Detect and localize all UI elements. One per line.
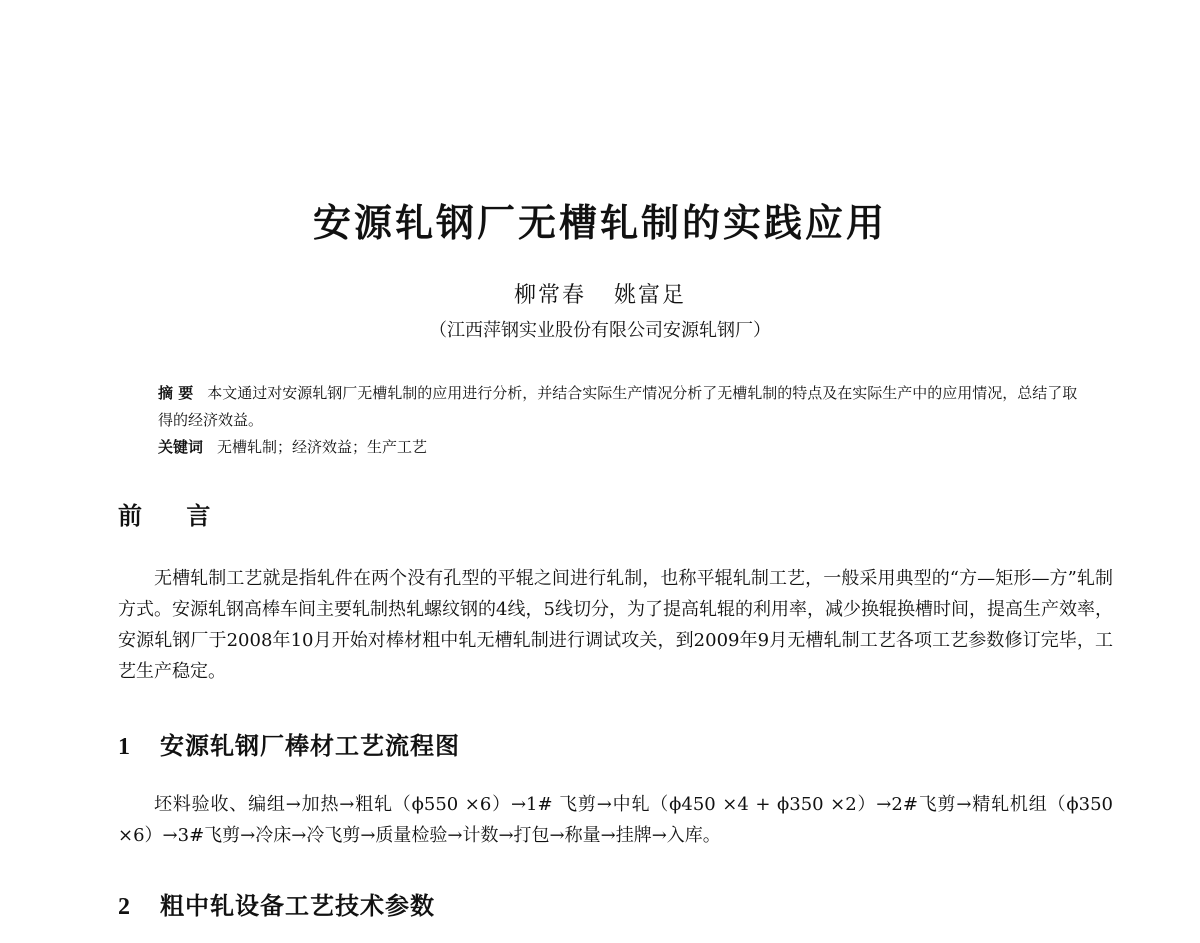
keywords bbox=[158, 434, 1088, 461]
keywords-label: 关键词 bbox=[158, 438, 204, 456]
author-name: 柳常春 bbox=[513, 283, 586, 308]
abstract-block bbox=[158, 380, 1088, 461]
abstract bbox=[158, 380, 1088, 434]
section-heading-2 bbox=[118, 886, 435, 921]
section-heading-preface: 前 言 bbox=[118, 502, 229, 530]
keywords-text: 无槽轧制；经济效益；生产工艺 bbox=[217, 438, 428, 456]
section-title: 安源轧钢厂棒材工艺流程图 bbox=[160, 732, 460, 760]
section-heading-1 bbox=[118, 726, 460, 761]
author-name: 姚富足 bbox=[614, 283, 687, 308]
section-body-process-flow: 坯料验收、编组→加热→粗轧（ϕ550 ×6）→1# 飞剪→中轧（ϕ450 ×4 + ϕ350 ×2）→2#飞剪→精轧机组（ϕ350 ×6）→3#飞剪→冷床→冷飞剪→质量检验→计数→打包→称量→挂牌→入库。 bbox=[118, 794, 1113, 846]
author-list bbox=[0, 278, 1200, 309]
paper-title: 安源轧钢厂无槽轧制的实践应用 bbox=[312, 201, 887, 245]
section-number: 1 bbox=[118, 734, 131, 760]
section-number: 2 bbox=[118, 894, 131, 920]
abstract-text: 本文通过对安源轧钢厂无槽轧制的应用进行分析，并结合实际生产情况分析了无槽轧制的特点及在实际生产中的应用情况，总结了取得的经济效益。 bbox=[158, 384, 1078, 429]
section-body-preface: 无槽轧制工艺就是指轧件在两个没有孔型的平辊之间进行轧制，也称平辊轧制工艺，一般采用典型的“方—矩形—方”轧制方式。安源轧钢高棒车间主要轧制热轧螺纹钢的4线，5线切分，为了提高轧辊的利用率，减少换辊换槽时间，提高生产效率，安源轧钢厂于2008年10月开始对棒材粗中轧无槽轧制进行调试攻关，到2009年9月无槽轧制工艺各项工艺参数修订完毕，工艺生产稳定。 bbox=[118, 568, 1113, 682]
affiliation: （江西萍钢实业股份有限公司安源轧钢厂） bbox=[429, 320, 771, 341]
abstract-label: 摘 要 bbox=[158, 384, 194, 402]
section-title: 粗中轧设备工艺技术参数 bbox=[160, 892, 435, 920]
